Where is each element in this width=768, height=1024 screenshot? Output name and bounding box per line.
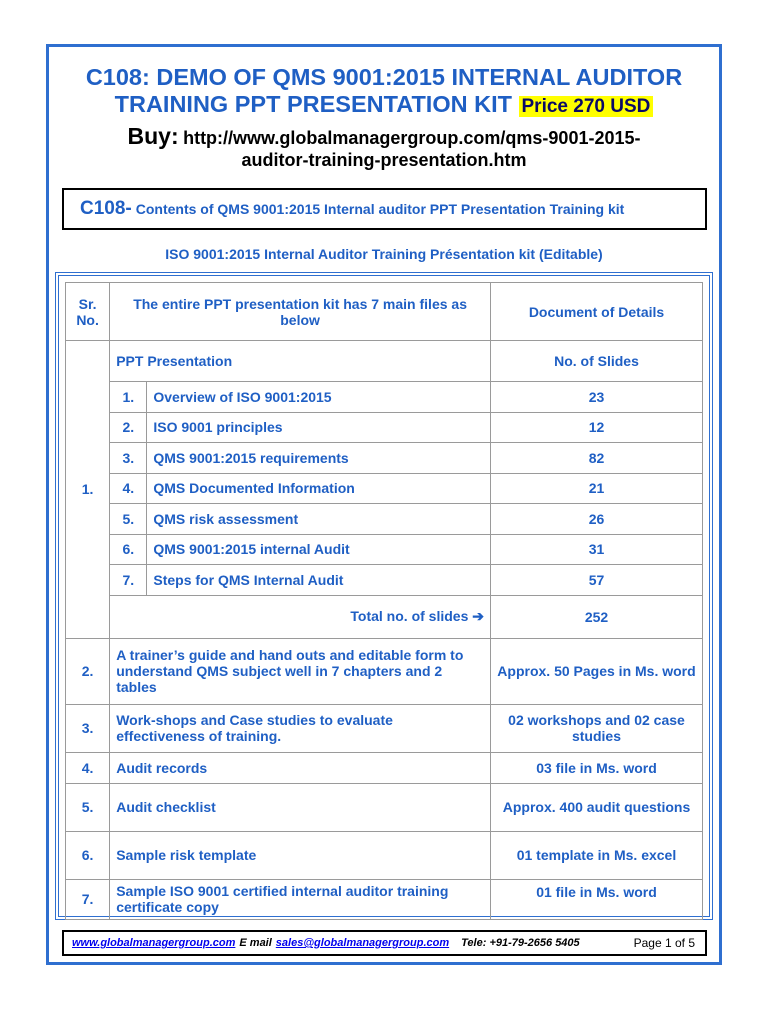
item-slides: 31: [490, 534, 702, 565]
contents-code: C108-: [80, 198, 132, 219]
item-slides: 26: [490, 504, 702, 535]
table-row: [66, 412, 703, 443]
item-slides: 23: [490, 382, 702, 413]
row-desc: Work-shops and Case studies to evaluate effectiveness of training.: [110, 704, 491, 752]
total-value: 252: [490, 595, 702, 638]
row-doc: Approx. 50 Pages in Ms. word: [490, 638, 702, 704]
section1-header-row: [66, 341, 703, 382]
contents-text: Contents of QMS 9001:2015 Internal auditor PPT Presentation Training kit: [135, 201, 625, 217]
row-sr: 4.: [66, 752, 110, 783]
item-name: QMS 9001:2015 internal Audit: [147, 534, 491, 565]
item-num: 3.: [110, 443, 147, 474]
table-row: [66, 565, 703, 596]
table-row: [66, 638, 703, 704]
page-title-line2: [48, 91, 720, 120]
item-name: ISO 9001 principles: [147, 412, 491, 443]
buy-label: Buy:: [127, 123, 179, 149]
footer-email-label: E mail: [239, 937, 272, 949]
item-name: Steps for QMS Internal Audit: [147, 565, 491, 596]
item-num: 4.: [110, 473, 147, 504]
item-name: QMS 9001:2015 requirements: [147, 443, 491, 474]
row-doc: 02 workshops and 02 case studies: [490, 704, 702, 752]
row-desc: Audit records: [110, 752, 491, 783]
item-slides: 57: [490, 565, 702, 596]
footer-tel: Tele: +91-79-2656 5405: [461, 937, 580, 949]
table-row: [66, 504, 703, 535]
table-row: [66, 783, 703, 831]
price-badge: Price 270 USD: [519, 96, 654, 117]
item-num: 6.: [110, 534, 147, 565]
buy-url-part1[interactable]: http://www.globalmanagergroup.com/qms-9001-2015-: [183, 128, 641, 148]
item-num: 5.: [110, 504, 147, 535]
table-row: [66, 443, 703, 474]
row-sr: 5.: [66, 783, 110, 831]
item-name: QMS risk assessment: [147, 504, 491, 535]
item-num: 7.: [110, 565, 147, 596]
section1-sr: 1.: [66, 341, 110, 639]
item-slides: 82: [490, 443, 702, 474]
table-header-row: [66, 283, 703, 341]
header-description: The entire PPT presentation kit has 7 main files as below: [110, 283, 491, 341]
row-sr: 3.: [66, 704, 110, 752]
footer: [62, 930, 707, 956]
footer-email-link[interactable]: sales@globalmanagergroup.com: [275, 937, 450, 949]
item-num: 2.: [110, 412, 147, 443]
total-label: Total no. of slides ➔: [110, 595, 491, 638]
table-row: [66, 831, 703, 879]
row-desc: Sample ISO 9001 certified internal auditor training certificate copy: [110, 879, 491, 919]
header-document: Document of Details: [490, 283, 702, 341]
row-doc: 03 file in Ms. word: [490, 752, 702, 783]
item-slides: 21: [490, 473, 702, 504]
row-doc: 01 template in Ms. excel: [490, 831, 702, 879]
table-row: [66, 382, 703, 413]
kit-subtitle: ISO 9001:2015 Internal Auditor Training Présentation kit (Editable): [165, 246, 603, 262]
footer-website-link[interactable]: www.globalmanagergroup.com: [72, 937, 236, 949]
row-sr: 7.: [66, 879, 110, 919]
header-sr: Sr. No.: [66, 283, 110, 341]
table-row: [66, 704, 703, 752]
table-row: [66, 473, 703, 504]
footer-page-number: Page 1 of 5: [633, 936, 695, 950]
buy-url-part2[interactable]: auditor-training-presentation.htm: [241, 150, 527, 170]
section1-label: PPT Presentation: [110, 341, 491, 382]
row-doc: Approx. 400 audit questions: [490, 783, 702, 831]
page-title-line2-text: TRAINING PPT PRESENTATION KIT: [114, 91, 512, 117]
total-row: [66, 595, 703, 638]
table-row: [66, 534, 703, 565]
table-row: [66, 879, 703, 919]
section1-doc: No. of Slides: [490, 341, 702, 382]
item-name: QMS Documented Information: [147, 473, 491, 504]
contents-table: [65, 282, 703, 920]
item-num: 1.: [110, 382, 147, 413]
row-desc: Audit checklist: [110, 783, 491, 831]
row-desc: A trainer’s guide and hand outs and editable form to understand QMS subject well in 7 chapters and 2 tables: [110, 638, 491, 704]
contents-heading-box: [62, 188, 707, 230]
contents-table-frame: [55, 272, 713, 920]
row-desc: Sample risk template: [110, 831, 491, 879]
row-sr: 2.: [66, 638, 110, 704]
row-doc: 01 file in Ms. word: [490, 879, 702, 919]
table-row: [66, 752, 703, 783]
item-slides: 12: [490, 412, 702, 443]
item-name: Overview of ISO 9001:2015: [147, 382, 491, 413]
row-sr: 6.: [66, 831, 110, 879]
page-title-line1: C108: DEMO OF QMS 9001:2015 INTERNAL AUDITOR: [85, 64, 683, 90]
